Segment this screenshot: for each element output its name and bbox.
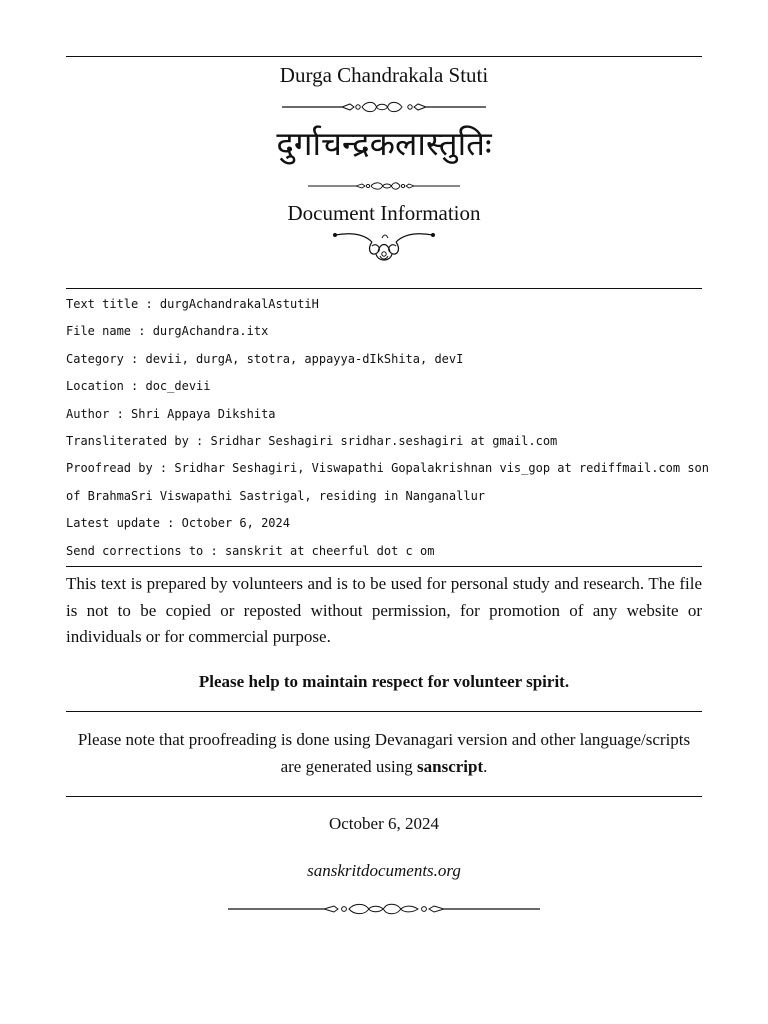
respect-note: Please help to maintain respect for volunteer spirit. — [198, 672, 570, 691]
flourish-ornament-1 — [282, 100, 486, 114]
info-author: Author : Shri Appaya Dikshita — [66, 406, 276, 421]
sanskrit-title: दुर्गाचन्द्रकलास्तुतिः — [276, 124, 492, 163]
proofreading-note — [66, 726, 702, 780]
info-location: Location : doc_devii — [66, 379, 211, 394]
document-date: October 6, 2024 — [328, 814, 439, 833]
sanscript-name: sanscript — [417, 757, 484, 776]
decorative-flourish-icon — [332, 228, 436, 266]
info-proofread-by: Proofread by : Sridhar Seshagiri, Viswapathi Gopalakrishnan vis_gop at rediffmail.com son — [66, 461, 709, 476]
section-heading: Document Information — [287, 201, 481, 225]
proofreading-note-end: . — [483, 757, 488, 776]
info-bottom-rule — [66, 566, 702, 567]
proof-note-bottom-rule — [66, 796, 702, 797]
flourish-ornament-3 — [228, 902, 540, 916]
flourish-ornament-2 — [308, 180, 460, 192]
info-send-corrections: Send corrections to : sanskrit at cheerful dot c om — [66, 543, 435, 558]
info-transliterated-by: Transliterated by : Sridhar Seshagiri sridhar.seshagiri at gmail.com — [66, 433, 558, 448]
proof-note-top-rule — [66, 711, 702, 712]
info-file-name: File name : durgAchandra.itx — [66, 324, 269, 339]
site-name: sanskritdocuments.org — [307, 861, 461, 880]
proofreading-note-text: Please note that proofreading is done using Devanagari version and other language/scripts are generated using — [77, 730, 691, 776]
document-title: Durga Chandrakala Stuti — [279, 63, 489, 87]
info-top-rule — [66, 288, 702, 289]
info-proofread-by-continued: of BrahmaSri Viswapathi Sastrigal, residing in Nanganallur — [66, 488, 486, 503]
disclaimer-paragraph: This text is prepared by volunteers and is to be used for personal study and research. The file is not to be copied or reposted without permission, for promotion of any website or individuals or for commercial purpose. — [66, 574, 702, 646]
info-category: Category : devii, durgA, stotra, appayya-dIkShita, devI — [66, 351, 464, 366]
top-rule — [66, 56, 702, 57]
info-latest-update: Latest update : October 6, 2024 — [66, 516, 290, 531]
info-text-title: Text title : durgAchandrakalAstutiH — [66, 297, 319, 311]
document-info-block — [66, 296, 709, 570]
